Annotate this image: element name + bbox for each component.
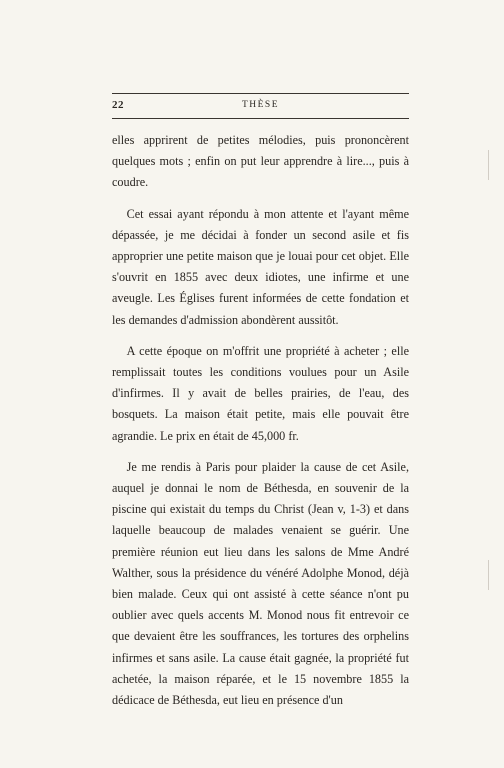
header-rule-top: [112, 93, 409, 94]
paragraph-1: elles apprirent de petites mélodies, puis prononcèrent quelques mots ; enfin on put leur apprendre à lire..., puis à coudre.: [112, 133, 409, 190]
paragraph-4: Je me rendis à Paris pour plaider la cause de cet Asile, auquel je donnai le nom de Béthesda, en souvenir de la piscine qui existait du temps du Christ (Jean v, 1-3) et dans laquelle beaucoup de malades venaient se guérir. Une première réunion eut lieu dans les salons de Mme André Walther, sous la présidence du vénéré Adolphe Monod, déjà bien malade. Ceux qui ont assisté à cette séance n'ont pu oublier avec quels accents M. Monod nous fit entrevoir ce que devaient être les souffrances, les tortures des orphelins infirmes et sans asile. La cause était gagnée, la propriété fut achetée, la maison réparée, et le 15 novembre 1855 la dédicace de Béthesda, eut lieu en présence d'un: [112, 459, 409, 708]
header-rule-bottom: [112, 118, 409, 119]
margin-mark: [488, 150, 497, 180]
paragraph-3: A cette époque on m'offrit une propriété à acheter ; elle remplissait toutes les conditions voulues pour un Asile d'infirmes. Il y avait de belles prairies, de l'eau, des bosquets. La maison était petite, mais elle pouvait être agrandie. Le prix en était de 45,000 fr.: [112, 343, 409, 443]
page-number: 22: [112, 99, 124, 111]
page-header: [112, 99, 409, 115]
running-head: THÈSE: [241, 100, 280, 110]
body-text: [112, 130, 409, 711]
paragraph-2: Cet essai ayant répondu à mon attente et l'ayant même dépassée, je me décidai à fonder un second asile et fis approprier une petite maison que je louai pour cet objet. Elle s'ouvrit en 1855 avec deux idiotes, une infirme et une aveugle. Les Églises furent informées de cette fondation et les demandes d'admission abondèrent aussitôt.: [112, 206, 409, 327]
margin-mark: [488, 560, 497, 590]
